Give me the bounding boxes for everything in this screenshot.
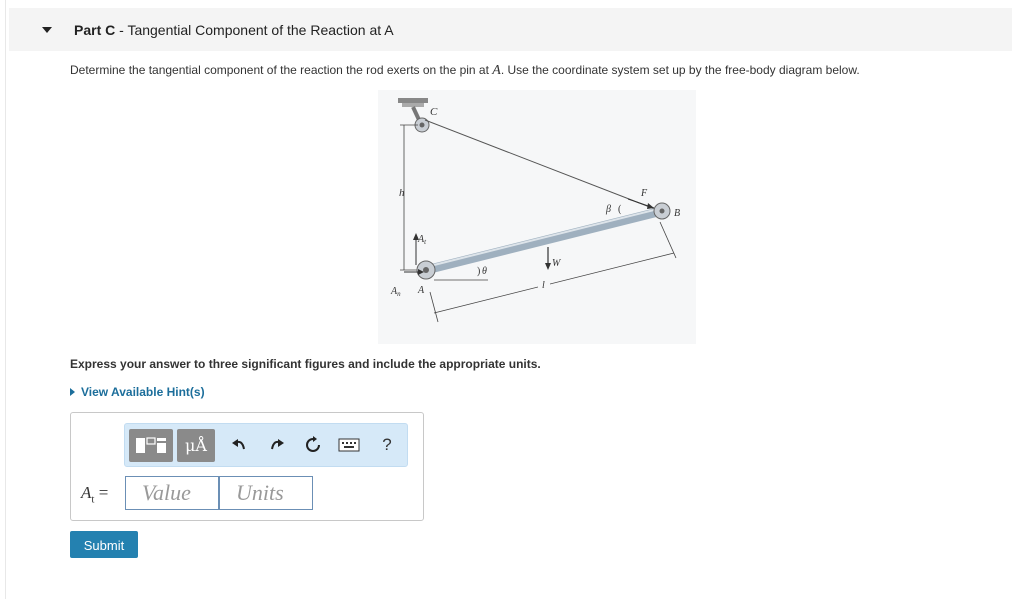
help-button[interactable]: ? [382,435,392,454]
collapse-caret-icon[interactable] [42,27,52,33]
beta-arc: ( [618,204,622,215]
reset-icon[interactable] [299,431,327,459]
ceiling-support [398,98,428,103]
view-hints-link[interactable] [70,385,205,399]
answer-variable-label: $A_t$ = [81,483,109,506]
label-f: F [641,188,648,199]
part-header[interactable] [9,8,1012,51]
templates-button[interactable] [129,429,173,462]
answer-box [70,412,424,521]
label-beta: β [606,204,611,215]
label-a: A [418,285,425,296]
units-input[interactable]: Units [219,476,313,510]
hint-triangle-icon [70,388,75,396]
label-theta: θ [482,266,487,277]
hints-label: View Available Hint(s) [81,385,205,399]
part-separator: - [115,21,128,38]
end-b-hub [660,209,665,214]
templates-icon [129,429,173,462]
free-body-diagram [378,90,696,344]
units-button[interactable]: μÅ [177,429,215,462]
part-title-text: Tangential Component of the Reaction at A [127,21,394,38]
label-at: $A_t$ [418,234,427,246]
label-w: W [552,258,561,269]
math-toolbar [124,423,408,467]
redo-icon[interactable] [263,431,291,459]
question-variable: A [492,63,501,78]
question-text-before: Determine the tangential component of the reaction the rod exerts on the pin at [70,63,493,77]
pulley-c-hub [420,123,425,128]
submit-button[interactable]: Submit [70,531,138,558]
value-input[interactable]: Value [125,476,219,510]
ceiling-bracket [402,103,424,107]
label-an: $A_n$ [391,286,401,298]
label-c: C [430,106,438,118]
part-title [74,22,394,38]
instructions: Express your answer to three significant figures and include the appropriate units. [70,357,541,371]
part-label: Part C [74,21,116,38]
label-l: l [542,280,545,291]
left-border [5,0,6,599]
keyboard-icon[interactable] [335,431,363,459]
label-b: B [674,208,681,219]
question-text [70,63,860,79]
theta-arc: ) [477,266,481,277]
undo-icon[interactable] [225,431,253,459]
label-h: h [399,187,405,199]
pin-a-hub [423,267,429,273]
question-text-after: . Use the coordinate system set up by the free-body diagram below. [500,63,860,77]
